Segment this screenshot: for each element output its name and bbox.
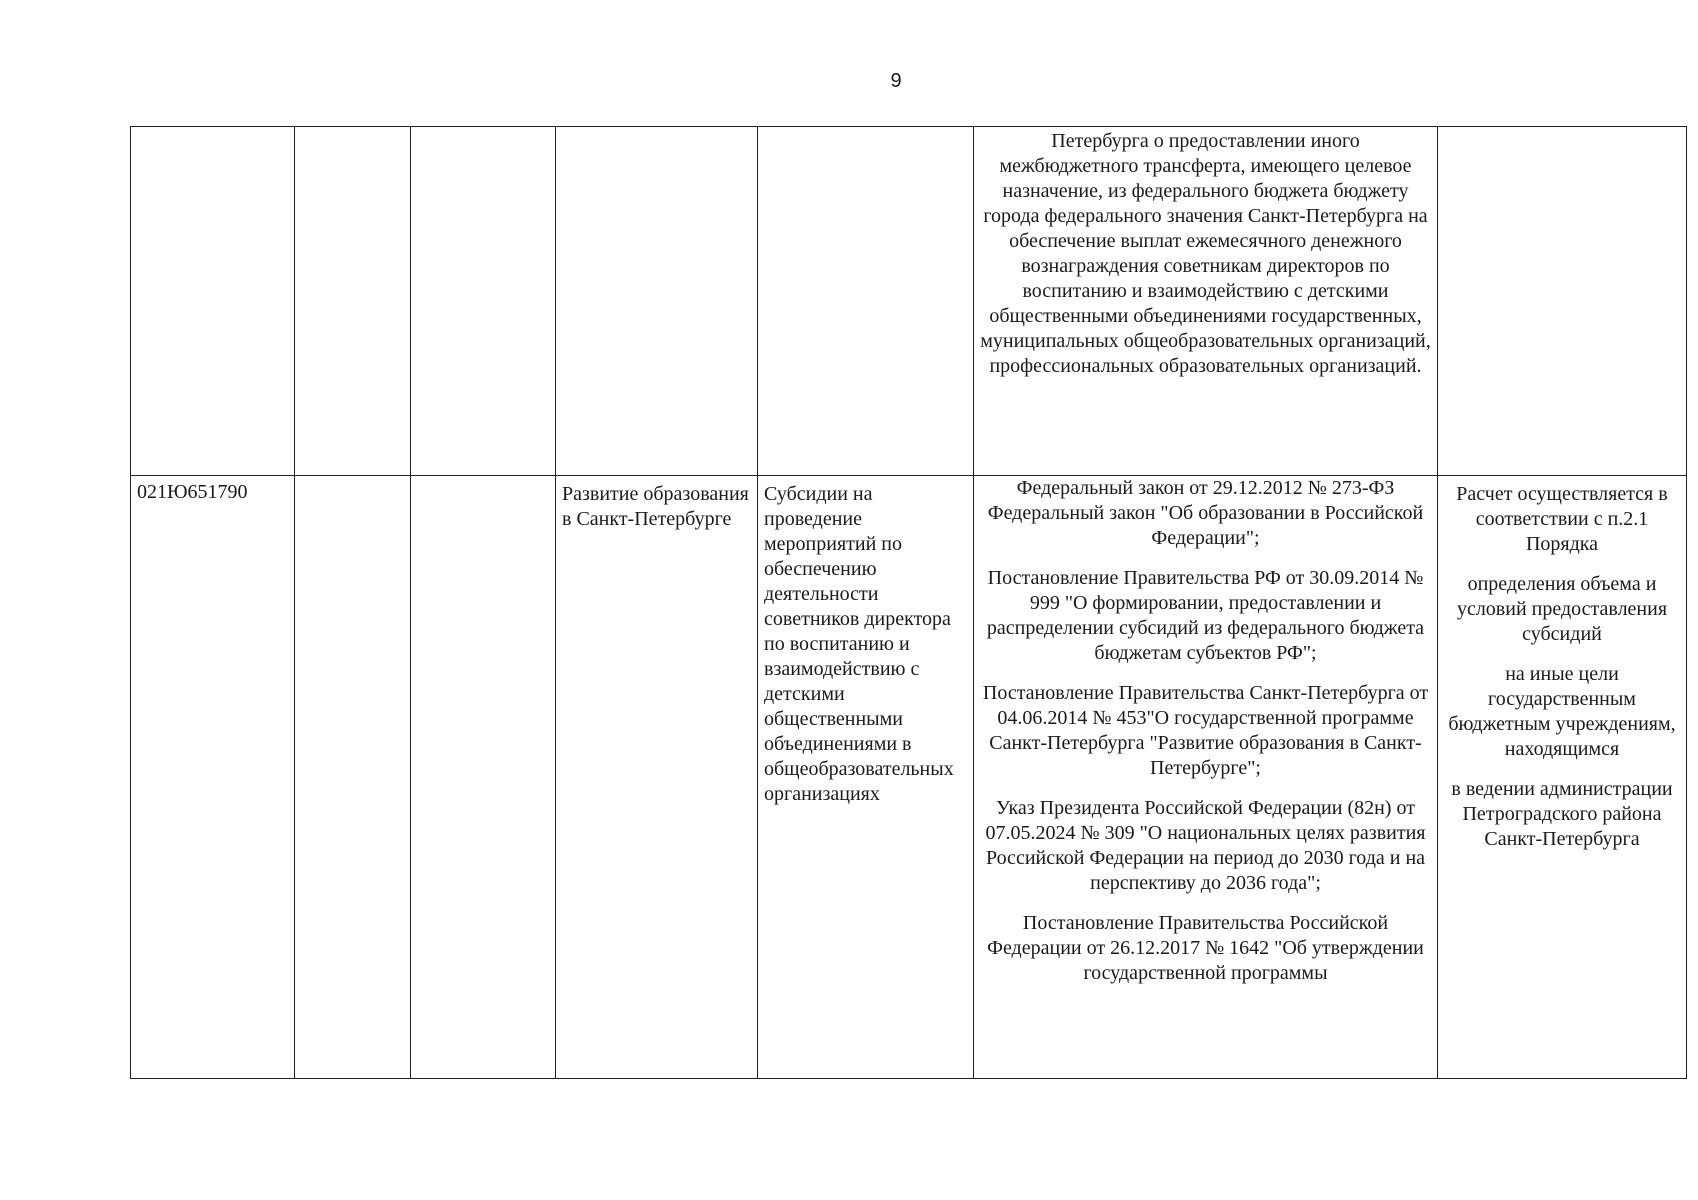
program-name: Развитие образования в Санкт-Петербурге <box>556 476 758 1079</box>
legal-basis <box>974 476 1438 1079</box>
legal-basis-item: Указ Президента Российской Федерации (82н) от 07.05.2024 № 309 "О национальных целях развития Российской Федерации на период до 2030 года и на перспективу до 2036 года"; <box>985 797 1426 894</box>
legal-basis-item: Постановление Правительства РФ от 30.09.2014 № 999 "О формировании, предоставлении и распределении субсидий из федерального бюджета бюджетам субъектов РФ"; <box>986 567 1425 664</box>
calculation-method <box>1438 476 1687 1079</box>
cell-empty-1 <box>131 127 295 476</box>
legal-basis-item: Постановление Правительства Российской Федерации от 26.12.2017 № 1642 "Об утверждении государственной программы <box>987 912 1424 984</box>
budget-code: 021Ю651790 <box>131 476 295 1079</box>
calculation-line: на иные цели государственным бюджетным учреждениям, находящимся <box>1448 663 1676 760</box>
cell-empty-2 <box>295 127 411 476</box>
continued-legal-text: Петербурга о предоставлении иного межбюджетного трансферта, имеющего целевое назначение, из федерального бюджета бюджету города федерального значения Санкт-Петербурга на обеспечение выплат ежемесячного денежного вознаграждения советникам директоров по воспитанию и взаимодействию с детскими общественными объединениями государственных, муниципальных общеобразовательных организаций, профессиональных образовательных организаций. <box>974 127 1438 476</box>
legal-basis-item: Постановление Правительства Санкт-Петербурга от 04.06.2014 № 453"О государственной программе Санкт-Петербурга "Развитие образования в Санкт-Петербурге"; <box>982 682 1429 779</box>
budget-table <box>130 126 1687 1079</box>
cell-empty-4 <box>556 127 758 476</box>
cell-empty-3b <box>411 476 556 1079</box>
cell-empty-3 <box>411 127 556 476</box>
calculation-line: Расчет осуществляется в соответствии с п.2.1 Порядка <box>1456 483 1668 555</box>
page-number: 9 <box>890 70 902 92</box>
table-row-continued <box>131 127 1687 476</box>
legal-basis-item: Федеральный закон от 29.12.2012 № 273-ФЗ Федеральный закон "Об образовании в Российской Федерации"; <box>987 477 1424 549</box>
calculation-line: в ведении администрации Петроградского района Санкт-Петербурга <box>1451 778 1673 850</box>
subsidy-name: Субсидии на проведение мероприятий по обеспечению деятельности советников директора по воспитанию и взаимодействию с детскими общественными объединениями в общеобразовательных организациях <box>758 476 974 1079</box>
calculation-line: определения объема и условий предоставления субсидий <box>1456 573 1668 645</box>
cell-empty-2b <box>295 476 411 1079</box>
cell-empty-7 <box>1438 127 1687 476</box>
table-row <box>131 476 1687 1079</box>
cell-empty-5 <box>758 127 974 476</box>
